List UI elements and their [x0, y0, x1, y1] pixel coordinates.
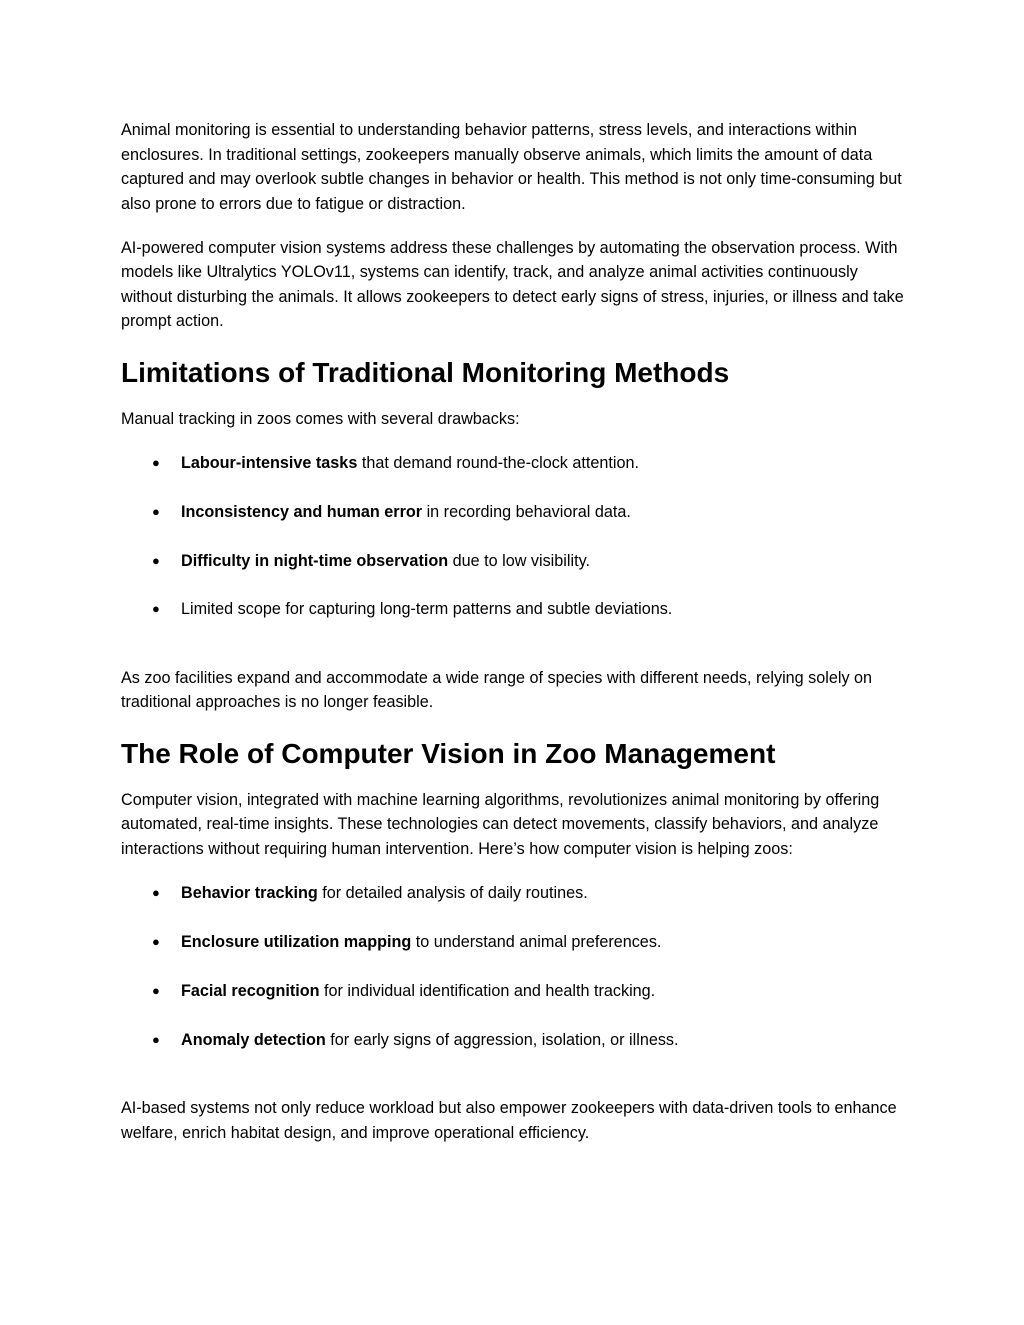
- list-item-bold: Inconsistency and human error: [181, 502, 423, 521]
- list-item: [121, 881, 906, 906]
- list-item-bold: Enclosure utilization mapping: [181, 933, 412, 952]
- bullet-icon: ●: [152, 503, 160, 519]
- list-item-text: for early signs of aggression, isolation, or illness.: [325, 1030, 679, 1049]
- bullet-icon: ●: [152, 455, 160, 470]
- limitations-lead-paragraph: Manual tracking in zoos comes with several drawbacks:: [121, 409, 520, 428]
- bullet-icon: ●: [152, 1031, 160, 1047]
- computer-vision-closing-paragraph: AI-based systems not only reduce workload but also empower zookeepers with data-driven tools to enhance welfare, enrich habitat design, and improve operational efficiency.: [121, 1099, 897, 1142]
- bullet-icon: ●: [152, 982, 160, 998]
- computer-vision-list: [121, 881, 906, 1052]
- intro-paragraph-1: Animal monitoring is essential to understanding behavior patterns, stress levels, and interactions within enclosures. In traditional settings, zookeepers manually observe animals, which limits the amount of data captured and may overlook subtle changes in behavior or health. This method is not only time-consuming but also prone to errors due to fatigue or distraction.: [121, 121, 902, 213]
- list-item-bold: Difficulty in night-time observation: [181, 551, 449, 570]
- list-item-text: for detailed analysis of daily routines.: [317, 884, 588, 903]
- bullet-icon: ●: [152, 934, 160, 950]
- bullet-icon: ●: [152, 601, 160, 617]
- list-item: [121, 930, 906, 955]
- list-item: [121, 500, 906, 525]
- list-item: [121, 979, 906, 1004]
- list-item-text: to understand animal preferences.: [411, 933, 662, 952]
- list-item-text: in recording behavioral data.: [422, 502, 631, 521]
- list-item: [121, 549, 906, 574]
- section-heading-limitations: Limitations of Traditional Monitoring Methods: [121, 356, 730, 388]
- list-item-text: due to low visibility.: [448, 551, 590, 570]
- list-item-text: that demand round-the-clock attention.: [357, 454, 639, 472]
- list-item-bold: Labour-intensive tasks: [181, 454, 358, 472]
- list-item: [121, 1028, 906, 1053]
- list-item-bold: Behavior tracking: [181, 884, 318, 903]
- list-item-text: Limited scope for capturing long-term patterns and subtle deviations.: [181, 600, 673, 619]
- limitations-list: [121, 451, 906, 622]
- limitations-closing-paragraph: As zoo facilities expand and accommodate a wide range of species with different needs, relying solely on traditional approaches is no longer feasible.: [121, 668, 873, 712]
- bullet-icon: ●: [152, 552, 160, 568]
- intro-paragraph-2: AI-powered computer vision systems address these challenges by automating the observation process. With models like Ultralytics YOLOv11, systems can identify, track, and analyze animal activities continuously without disturbing the animals. It allows zookeepers to detect early signs of stress, injuries, or illness and take prompt action.: [121, 238, 904, 330]
- section-heading-computer-vision: The Role of Computer Vision in Zoo Management: [121, 737, 776, 769]
- list-item-bold: Facial recognition: [181, 981, 320, 1000]
- list-item: [121, 597, 906, 622]
- bullet-icon: ●: [152, 885, 160, 901]
- list-item-bold: Anomaly detection: [181, 1030, 326, 1049]
- list-item: [121, 451, 906, 476]
- document-page: [121, 118, 906, 1145]
- list-item-text: for individual identification and health tracking.: [319, 981, 656, 1000]
- computer-vision-lead-paragraph: Computer vision, integrated with machine learning algorithms, revolutionizes animal monitoring by offering automated, real-time insights. These technologies can detect movements, classify behaviors, and analyze interactions without requiring human intervention. Here’s how computer vision is helping zoos:: [121, 790, 880, 858]
